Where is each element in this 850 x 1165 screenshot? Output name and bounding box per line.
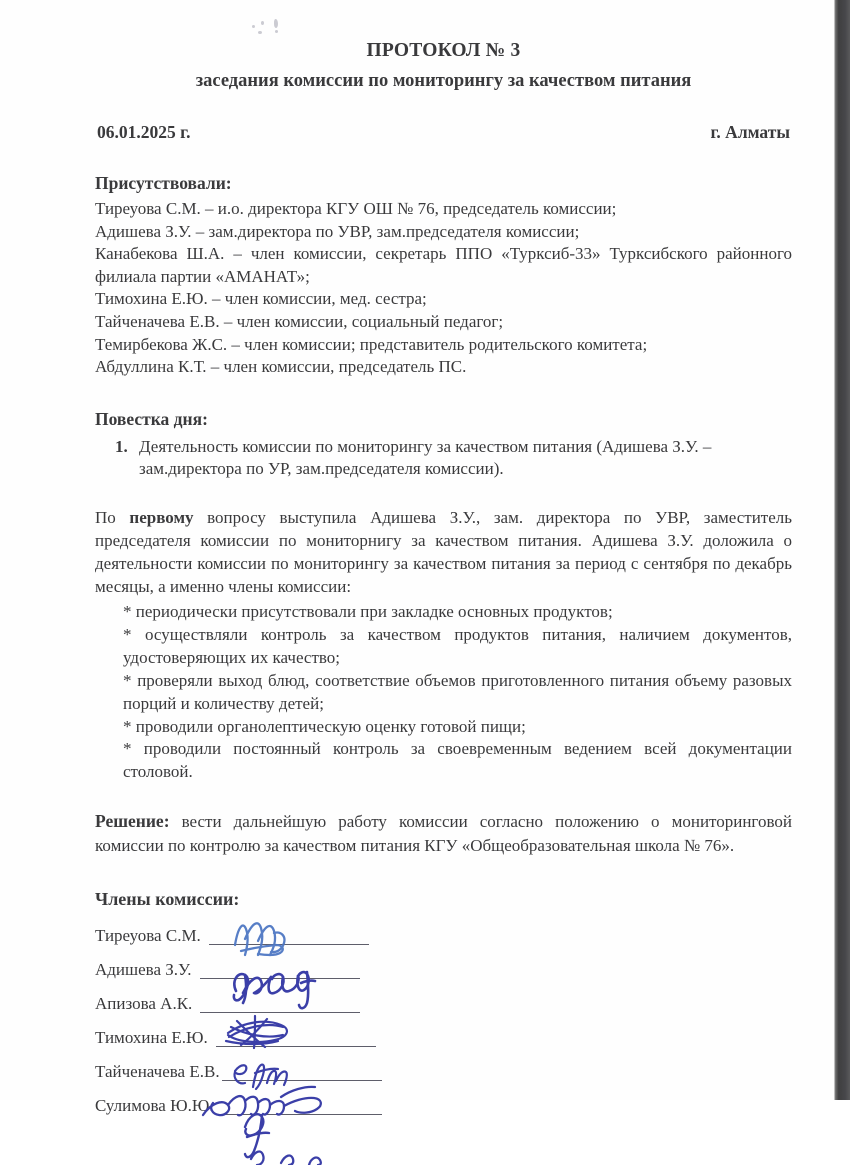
signature-line[interactable]: [222, 1114, 382, 1115]
agenda-heading: Повестка дня:: [95, 408, 208, 429]
signatory-name: Тайченачева Е.В.: [95, 1062, 220, 1082]
decision-paragraph: [95, 809, 792, 857]
page-subtitle: заседания комиссии по мониторингу за качеством питания: [195, 71, 692, 91]
signature-line[interactable]: [216, 1046, 376, 1047]
signatory-name: Сулимова Ю.Ю.: [95, 1096, 214, 1116]
document-content: [95, 0, 792, 1119]
report-bullet-list: [95, 601, 792, 785]
report-bullet-item: * осуществляли контроль за качеством продуктов питания, наличием документов, удостоверяющих их качество;: [123, 624, 792, 670]
attendee-item: Адишева З.У. – зам.директора по УВР, зам.председателя комиссии;: [95, 221, 580, 241]
decision-text: вести дальнейшую работу комиссии согласно положению о мониторинговой комиссии по контролю за качеством питания КГУ «Общеобразовательная школа № 76».: [95, 812, 792, 855]
signature-ink-sulimova: [245, 1114, 269, 1157]
document-date: 06.01.2025 г.: [97, 122, 191, 142]
report-bullet-item: * проверяли выход блюд, соответствие объемов приготовленного питания объему разовых порций и количеству детей;: [123, 670, 792, 716]
attendee-item: Темирбекова Ж.С. – член комиссии; представитель родительского комитета;: [95, 334, 648, 354]
attendee-item: Канабекова Ш.А. – член комиссии, секретарь ППО «Турксиб-33» Турксибского районного филиала партии «АМАНАТ»;: [95, 244, 792, 286]
signature-ink-cropped-bottom: [251, 1152, 321, 1165]
signature-row: [95, 1085, 792, 1119]
signature-row: [95, 915, 792, 949]
signatory-name: Тимохина Е.Ю.: [95, 1028, 208, 1048]
agenda-list: [95, 436, 792, 481]
signatory-name: Адишева З.У.: [95, 960, 192, 980]
signatory-name: Апизова А.К.: [95, 994, 193, 1014]
signature-line[interactable]: [209, 944, 369, 945]
attendees-heading: Присутствовали:: [95, 173, 232, 193]
attendees-list: [95, 198, 792, 379]
signature-row: [95, 1017, 792, 1051]
signature-line[interactable]: [200, 1012, 360, 1013]
signature-row: [95, 949, 792, 983]
signature-row: [95, 983, 792, 1017]
document-meta-row: [95, 122, 792, 143]
attendee-item: Тимохина Е.Ю. – член комиссии, мед. сестра;: [95, 289, 427, 309]
report-bullet-item: * проводили органолептическую оценку готовой пищи;: [123, 716, 792, 739]
document-city: г. Алматы: [710, 122, 790, 142]
report-lead-prefix: По: [95, 508, 130, 528]
agenda-item: Деятельность комиссии по мониторингу за качеством питания (Адишева З.У. – зам.директора по УР, зам.председателя комиссии).: [139, 436, 712, 479]
attendee-item: Абдуллина К.Т. – член комиссии, председатель ПС.: [95, 357, 467, 377]
signatures-table: [95, 915, 792, 1119]
signature-row: [95, 1051, 792, 1085]
report-paragraph: [95, 507, 792, 599]
attendee-item: Тиреуова С.М. – и.о. директора КГУ ОШ № 76, председатель комиссии;: [95, 199, 617, 218]
scan-page-edge: [828, 0, 850, 1100]
report-lead-emphasis: первому: [129, 508, 194, 528]
attendee-item: Тайченачева Е.В. – член комиссии, социальный педагог;: [95, 312, 504, 332]
report-bullet-item: * периодически присутствовали при закладке основных продуктов;: [123, 601, 792, 624]
report-bullet-item: * проводили постоянный контроль за своевременным ведением всей документации столовой.: [123, 738, 792, 784]
page-title: ПРОТОКОЛ № 3: [366, 40, 521, 61]
signatory-name: Тиреуова С.М.: [95, 926, 201, 946]
signature-line[interactable]: [200, 978, 360, 979]
signatures-heading: Члены комиссии:: [95, 889, 240, 910]
report-lead-rest: вопросу выступила Адишева З.У., зам. директора по УВР, заместитель председателя комиссии по мониторнигу за качеством питания. Адишева З.У. доложила о деятельности комиссии по мониторингу за качеством питания за период с сентября по декабрь месяцы, а именно члены комиссии:: [95, 508, 792, 596]
decision-label: Решение:: [95, 811, 170, 832]
signature-line[interactable]: [222, 1080, 382, 1081]
